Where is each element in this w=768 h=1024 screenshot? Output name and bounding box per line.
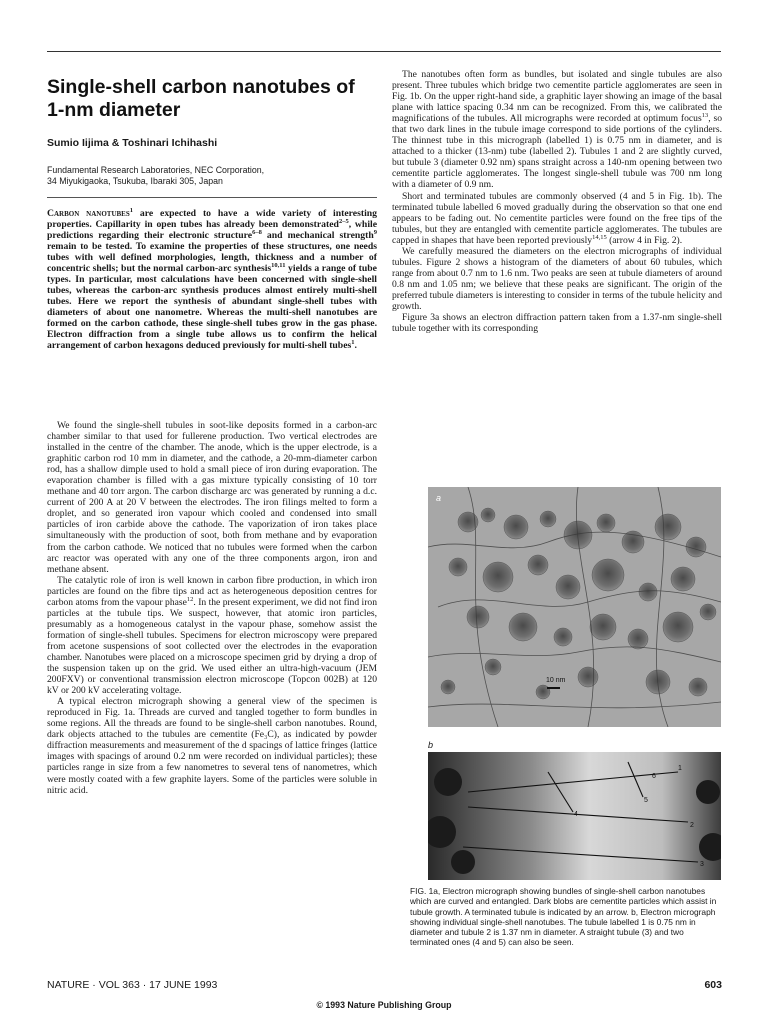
journal-footer: NATURE · VOL 363 · 17 JUNE 1993 [47,979,218,991]
ref-marker: 9 [373,228,377,236]
scale-bar-label: 10 nm [546,677,566,684]
abstract-text: are expected to have a wide variety of interesting properties. Capillarity in open tubes has already been demonstrated [47,208,378,230]
paragraph-text: , so that two dark lines in the tubule image correspond to side portions of the cylinders. The thinnest tube in this micrograph (labelled 1) is 0.75 nm in diameter, and is attached to a thicker (13-nm) tube (labelled 2). Tubules 1 and 2 are slightly curved, but tubule 3 (diameter 0.92 nm) spans straight across a 140-nm opening between two cementite particle agglomerates. The longest single-shell tubule was 700 nm long with a diameter of 0.9 nm. [392,113,722,191]
affiliation-line: 34 Miyukigaoka, Tsukuba, Ibaraki 305, Japan [47,176,223,186]
tubule-label: 3 [700,861,704,868]
body-paragraph: Figure 3a shows an electron diffraction pattern taken from a 1.37-nm single-shell tubule together with its corresponding [392,312,722,335]
affiliation-line: Fundamental Research Laboratories, NEC Corporation, [47,165,265,175]
affiliation [47,165,377,187]
paragraph-text: . In the present experiment, we did not find iron particles at the tubule tips. We suspect, however, that atomic iron particles, presumably as a homogeneous catalyst in the vapour phase, somehow assist the formation of single-shell tubules. Specimens for electron microscopy were prepared from acetone suspensions of soot collected over the electrodes in the evaporation chamber. Nanotubes were placed on a microscope specimen grid by drying a drop of the suspension taken up on the grid. We used either an ultra-high-vacuum (JEM 200FXV) or conventional transmission electron microscope (Topcon 002B) at 120 kV or 200 kV accelerating voltage. [47,596,377,697]
ref-marker: 10,11 [271,261,286,269]
body-paragraph: We found the single-shell tubules in soot-like deposits formed in a carbon-arc chamber similar to that used for fullerene production. Two vertical electrodes are installed in the centre of the chamber. The anode, which is the upper electrode, is a graphitic carbon rod 10 mm in diameter, and the cathode, a 20-mm-diameter carbon rod, has a shallow dimple used to hold a small piece of iron during evaporation. The evaporation chamber is filled with a gas mixture typically consisting of 10 torr methane and 40 torr argon. The carbon discharge arc was generated by running a d.c. current of 200 A at 20 V between the electrodes. The iron filings melted to form a droplet, and so generated iron vapour which cooled and condensed into small particles of iron carbide above the cathode. The vaporization of iron takes place simultaneously with the production of soot, both from methane and by evaporation from the carbon cathode. We noticed that no tubules were formed when the carbon arc reactor was operated with any one of the three components argon, iron and methane absent. [47,420,377,575]
paragraph-text: The nanotubes often form as bundles, but isolated and single tubules are also present. Three tubules which bridge two cementite particle agglomerates are seen in Fig. 1b. On the upper right-hand side, a graphitic layer showing an image of the basal plane with lattice spacing 0.34 nm can be recognized. From this, we calibrated the magnifications of the tubules. All micrographs were recorded at optimum focus [392,69,722,125]
ref-marker: 1 [351,338,355,346]
ref-marker: 6–8 [252,228,262,236]
tubule-label: 5 [644,797,648,804]
left-column-body [47,420,377,796]
paragraph-text: The catalytic role of iron is well known in carbon fibre production, in which iron particles are found on the fibre tips and act as heterogeneous deposition centres for carbon atoms from the vapour phase [47,574,377,608]
body-paragraph [392,191,722,246]
figure-caption: FIG. 1a, Electron micrograph showing bundles of single-shell carbon nanotubes which are curved and entangled. Dark blobs are cementite particles which assist in tubule growth. A terminated tubule is indicated by an arrow. b, Electron micrograph showing individual single-shell nanotubes. The tubule labelled 1 is 0.75 nm in diameter and tubule 2 is 1.37 nm in diameter. A straight tubule (3) and two terminated ones (4 and 5) can also be seen. [410,886,717,948]
paragraph-text: (arrow 4 in Fig. 2). [606,234,683,246]
article-title: Single-shell carbon nanotubes of 1-nm diameter [47,76,355,121]
right-column-body [392,69,722,334]
ref-marker: 14,15 [592,233,607,241]
affiliation-rule [47,197,377,198]
paragraph-text: Short and terminated tubules are commonly observed (4 and 5 in Fig. 1b). The terminated tubule labelled 6 moved gradually during the observation so that one end appears to be fading out. No cementite particles were found on the free tips of the tubules, but they are entangled with cementite particle agglomerates. The tubules are capped in shapes that have been reported previously [392,190,722,246]
figure-1b-micrograph [428,752,721,880]
micrograph-b-image [428,752,721,880]
ref-marker: 12 [186,595,194,603]
abstract-text: and mechanical strength [261,230,374,241]
body-paragraph: We carefully measured the diameters on the electron micrographs of individual tubules. Figure 2 shows a histogram of the diameters of about 60 tubules, which range from about 0.7 nm to 1.6 nm. Two peaks are seen at tubule diameters of around 0.8 nm and 1.05 nm; we believe that these peaks are significant. The origin of the preferred tubule diameters is interesting to consider in terms of the tubule helicity and growth. [392,245,722,312]
body-paragraph: A typical electron micrograph showing a general view of the specimen is reproduced in Fig. 1a. Threads are curved and tangled together to form bundles in some regions. All the threads are found to be single-shell carbon nanotubes. Round, dark objects attached to the tubules are cementite (Fe₃C), as indicated by powder diffraction measurements and measurement of the d spacings of lattice fringes (lattice images with spacings of around 0.2 nm were recorded on individual particles); these particles range in size from a few nanometres to several tens of nanometres, which were mostly coated with a few graphite layers. Some of the particles were soluble in nitric acid. [47,696,377,796]
figure-1a-micrograph [428,487,721,727]
tubule-label: 1 [678,765,682,772]
copyright-notice: © 1993 Nature Publishing Group [316,1000,452,1010]
tubule-label: 6 [652,773,656,780]
abstract-text: , while predictions regarding their electronic structure [47,219,377,241]
ref-marker: 2–5 [338,217,349,225]
abstract: Carbon nanotubes$^1$ are expected to have a wide variety of interesting properties. Capillarity in open tubes has already been demonstrated$^{2-5}$, while predictions regarding their electronic structure$^{6-8}$ and mechanical strength$^9$ remain to be tested. To examine the properties of these structures, one needs tubes with well defined morphologies, length, thickness and a number of concentric shells; but the normal carbon-arc synthesis$^{10,11}$ yields a range of tube types. In particular, most calculations have been concerned with single-shell tubes, whereas the carbon-arc synthesis produces almost entirely multi-shell tubes. Here we report the synthesis of abundant single-shell tubes with diameters of about one nanometre. Whereas the multi-shell nanotubes are formed on the carbon cathode, these single-shell tubes grow in the gas phase. Electron diffraction from a single tube allows us to confirm the helical arrangement of carbon hexagons deduced previously for multi-shell tubes$^1$. [47,206,378,351]
page-number: 603 [704,979,722,991]
ref-marker: 1 [129,206,133,214]
body-paragraph [392,69,722,191]
abstract-text: remain to be tested. To examine the properties of these structures, one needs tubes with well defined morphologies, length, thickness and a number of concentric shells; but the normal carbon-arc synthesis [47,241,377,274]
top-rule [47,51,721,52]
abstract-text: yields a range of tube types. In particular, most calculations have been concerned with single-shell tubes, whereas the carbon-arc synthesis produces almost entirely multi-shell tubes. Here we report the synthesis of abundant single-shell tubes with diameters of about one nanometre. Whereas the multi-shell nanotubes are formed on the carbon cathode, these single-shell tubes grow in the gas phase. Electron diffraction from a single tube allows us to confirm the helical arrangement of carbon hexagons deduced previously for multi-shell tubes [47,263,377,351]
tubule-label: 4 [574,811,578,818]
panel-a-label: a [436,493,442,503]
abstract-lead: Carbon nanotubes [47,208,130,219]
tubule-label: 2 [690,822,694,829]
author-line: Sumio Iijima & Toshinari Ichihashi [47,137,218,149]
panel-b-label: b [428,740,434,750]
micrograph-a-image [428,487,721,727]
body-paragraph [47,575,377,697]
ref-marker: 13 [701,112,709,119]
